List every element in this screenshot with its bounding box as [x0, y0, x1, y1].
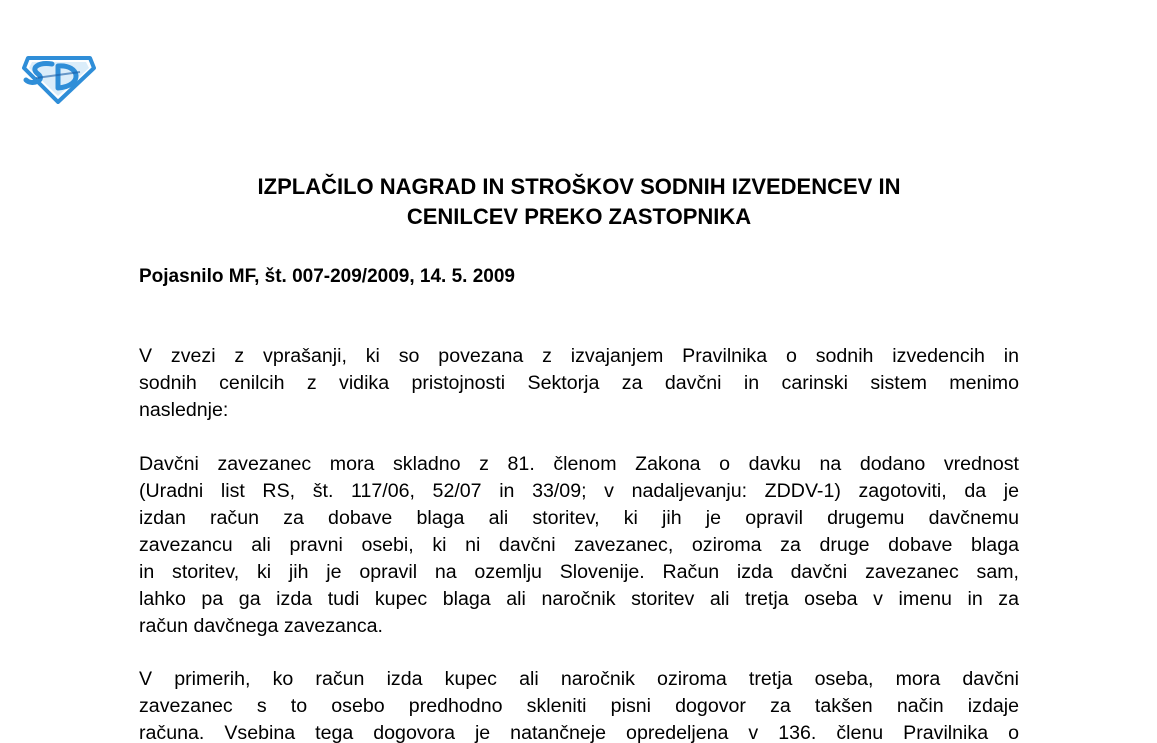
paragraph-2	[139, 451, 1019, 640]
paragraph-line: naslednje:	[139, 399, 229, 421]
paragraph-line: Davčni zavezanec mora skladno z 81. členom Zakona o davku na dodano vrednost	[139, 453, 1019, 475]
paragraph-line: računa. Vsebina tega dogovora je natančneje opredeljena v 136. členu Pravilnika o	[139, 722, 1019, 743]
paragraph-line: zavezanec s to osebo predhodno skleniti pisni dogovor za takšen način izdaje	[139, 695, 1019, 717]
paragraph-line: V primerih, ko račun izda kupec ali naročnik oziroma tretja oseba, mora davčni	[139, 668, 1019, 690]
title-line-1: IZPLAČILO NAGRAD IN STROŠKOV SODNIH IZVEDENCEV IN	[257, 174, 901, 199]
paragraph-1	[139, 343, 1019, 424]
paragraph-line: zavezancu ali pravni osebi, ki ni davčni zavezanec, oziroma za druge dobave blaga	[139, 534, 1019, 556]
paragraph-line: V zvezi z vprašanji, ki so povezana z izvajanjem Pravilnika o sodnih izvedencih in	[139, 345, 1019, 367]
paragraph-line: in storitev, ki jih je opravil na ozemlju Slovenije. Račun izda davčni zavezanec sam,	[139, 561, 1019, 583]
title-line-2: CENILCEV PREKO ZASTOPNIKA	[406, 204, 752, 229]
paragraph-line: lahko pa ga izda tudi kupec blaga ali naročnik storitev ali tretja oseba v imenu in za	[139, 588, 1019, 610]
paragraph-line: sodnih cenilcih z vidika pristojnosti Sektorja za davčni in carinski sistem menimo	[139, 372, 1019, 394]
paragraph-line: račun davčnega zavezanca.	[139, 615, 383, 637]
sd-logo	[22, 50, 96, 104]
paragraph-3	[139, 666, 1019, 743]
document-title	[140, 172, 1018, 232]
paragraph-line: (Uradni list RS, št. 117/06, 52/07 in 33/09; v nadaljevanju: ZDDV-1) zagotoviti, da je	[139, 480, 1019, 502]
document-reference: Pojasnilo MF, št. 007-209/2009, 14. 5. 2009	[139, 266, 515, 287]
paragraph-line: izdan račun za dobave blaga ali storitev, ki jih je opravil drugemu davčnemu	[139, 507, 1019, 529]
